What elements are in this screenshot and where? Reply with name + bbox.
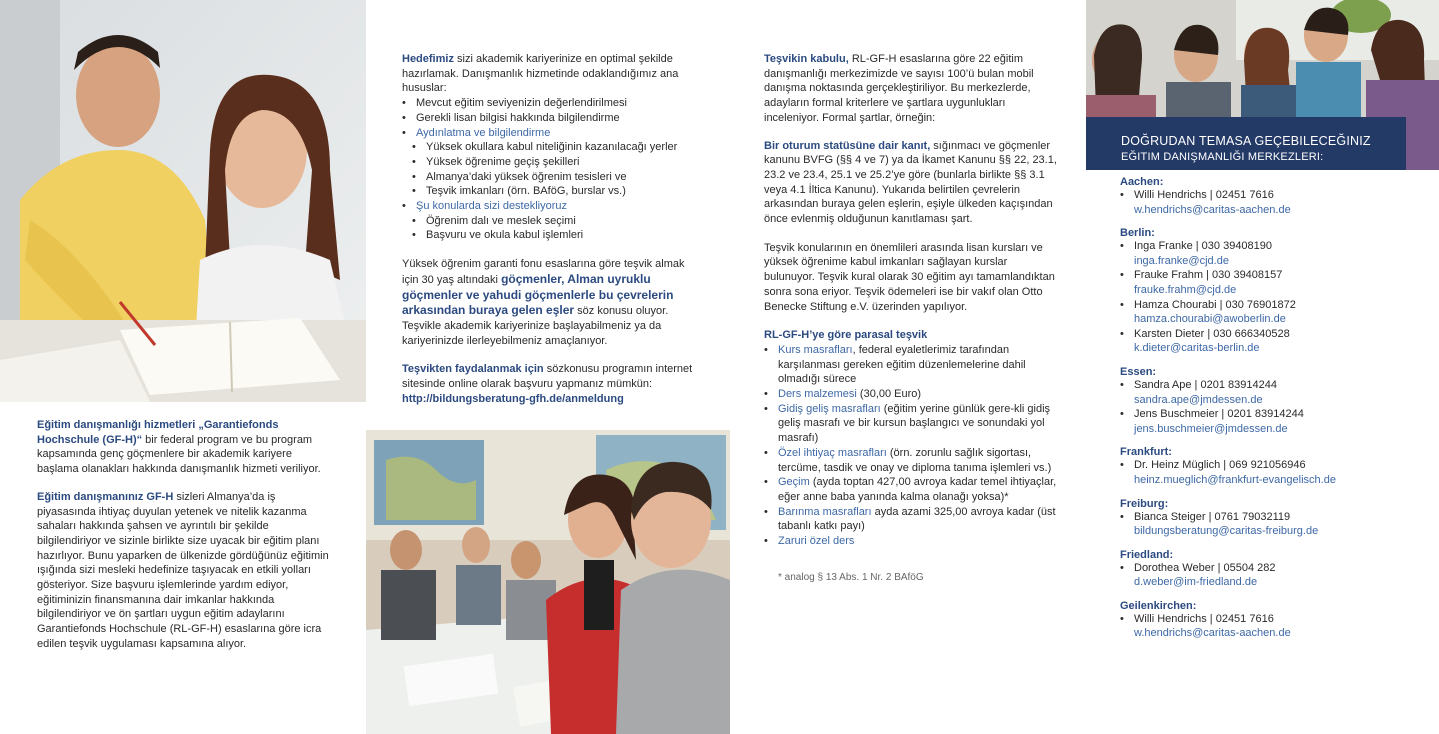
col3-paragraph-3: Teşvik konularının en önemlileri arasında lisan kursları ve yüksek öğrenime kabul imkanları sağlayan kurslar bulunuyor. Teşvik kural olarak 30 eğitim ayı tamamlandıktan sonra sona eriyor. Teşvik ödemeleri ise bir vakıf olan Otto Benecke Stiftung e.V. üzerinden yapılıyor. <box>764 241 1055 313</box>
contact-item <box>1120 268 1420 297</box>
col3-p2-bold: Bir oturum statüsüne dair kanıt, <box>764 139 931 152</box>
fin-item-label: Özel ihtiyaç masrafları <box>778 446 887 459</box>
col1-p1-text: bir federal program ve bu program kapsamında genç göçmenlere bir akademik kariyere başlama olanakları hakkında danışmanlık hizmeti veriliyor. <box>37 433 321 476</box>
sub1-list <box>402 140 698 199</box>
contact-person: • Frauke Frahm | 030 39408157 <box>1134 269 1283 282</box>
fin-item-label: Barınma masrafları <box>778 505 872 518</box>
list-item: • Teşvik imkanları (örn. BAföG, burslar vs.) <box>412 184 698 199</box>
fin-item-label: Kurs masrafları <box>778 343 853 356</box>
contact-email[interactable]: k.dieter@caritas-berlin.de <box>1134 342 1260 355</box>
city-contacts <box>1120 612 1420 641</box>
col3-text <box>764 52 1060 586</box>
col1-p2-bold: Eğitim danışmanınız GF-H <box>37 490 174 503</box>
fin-item-text: , federal eyaletlerimiz tarafından karşılanması gereken eğitim düzenlemelerine dahil olmadığı sürece <box>778 343 1026 386</box>
city-friedland: Friedland: <box>1120 548 1174 561</box>
city-frankfurt: Frankfurt: <box>1120 446 1172 459</box>
application-link[interactable]: http://bildungsberatung-gfh.de/anmeldung <box>402 392 624 405</box>
col1-p2-text: sizleri Almanya’da iş piyasasında ihtiyaç duyulan yetenek ve nitelik kazanma sahaları hakkında şahsen ve ayrıntılı bir şekilde bilgilendiriyor ve sizinle birlikte size uyacak bir eğitim planı hazırlıyor. Bunu yaparken de ülkenizde gördüğünüz eğitimin ışığında sizi mesleki hedefinize taşıyacak en etkili yolları gösteriyor. Size başvuru işlemlerinde yardım ediyor, eğitiminizin finansmanına dair imkanlar hakkında bilgilendiriyor ve ön şartları uygun eğitim adaylarını Garantiefonds Hochschule (RL-GF-H) esaslarına göre icra edilen teşvik uygulaması kapsamına alıyor. <box>37 490 329 650</box>
col2-intro-bold: Hedefimiz <box>402 53 454 65</box>
contact-email[interactable]: d.weber@im-friedland.de <box>1134 576 1258 589</box>
list-item: • Gerekli lisan bilgisi hakkında bilgilendirme <box>402 111 698 126</box>
col1-p1-bold: Eğitim danışmanlığı hizmetleri „Garantiefonds Hochschule (GF-H)“ <box>37 419 279 446</box>
footnote: * analog § 13 Abs. 1 Nr. 2 BAföG <box>778 571 924 583</box>
col3-paragraph-2 <box>764 139 1060 227</box>
list-item <box>764 534 1060 549</box>
banner-line-2: EĞITIM DANIŞMANLIĞI MERKEZLERI: <box>1121 151 1324 163</box>
contact-item <box>1120 188 1420 217</box>
list-item <box>764 446 1060 475</box>
col1-paragraph-2 <box>37 490 329 652</box>
fin-item-label: Gidiş geliş masrafları <box>778 402 881 415</box>
city-contacts <box>1120 239 1420 356</box>
col3-p1-bold: Teşvikin kabulu, <box>764 53 849 65</box>
contact-person: • Dorothea Weber | 05504 282 <box>1134 561 1276 574</box>
fin-item-text: (ayda toptan 427,00 avroya kadar temel ihtiyaçlar, eğer anne baba yanında kalma olanağı yoksa)* <box>778 476 1057 503</box>
contact-email[interactable]: w.hendrichs@caritas-aachen.de <box>1134 203 1291 216</box>
list-item: • Başvuru ve okula kabul işlemleri <box>412 228 698 243</box>
contact-person: • Inga Franke | 030 39408190 <box>1134 240 1273 253</box>
contact-item <box>1120 298 1420 327</box>
contact-person: • Hamza Chourabi | 030 76901872 <box>1134 298 1296 311</box>
col2-p3-bold: Teşvikten faydalanmak için <box>402 363 544 376</box>
column-1 <box>0 0 366 734</box>
contact-person: • Willi Hendrichs | 02451 7616 <box>1134 612 1274 625</box>
list-item: • Öğrenim dalı ve meslek seçimi <box>412 214 698 229</box>
list-item: • Mevcut eğitim seviyenizin değerlendirilmesi <box>402 96 698 111</box>
list-item <box>764 505 1060 534</box>
contact-email[interactable]: hamza.chourabi@awoberlin.de <box>1134 313 1286 326</box>
contact-person: • Bianca Steiger | 0761 79032119 <box>1134 510 1291 523</box>
sub2-title: Şu konularda sizi destekliyoruz <box>416 200 568 213</box>
banner-line-1: DOĞRUDAN TEMASA GEÇEBILECEĞINIZ <box>1121 134 1371 148</box>
contact-person: • Willi Hendrichs | 02451 7616 <box>1134 189 1274 201</box>
contact-email[interactable]: bildungsberatung@caritas-freiburg.de <box>1134 525 1319 538</box>
contact-item <box>1120 239 1420 268</box>
sub2-list <box>402 214 698 243</box>
col1-paragraph-1 <box>37 418 329 477</box>
city-contacts <box>1120 378 1420 436</box>
contact-item <box>1120 458 1420 487</box>
list-item <box>402 126 698 141</box>
city-contacts <box>1120 561 1420 590</box>
financial-support-list <box>764 343 1060 549</box>
fin-item-label: Geçim <box>778 476 810 489</box>
fin-item-label: Zaruri özel ders <box>778 535 855 548</box>
contact-person: • Sandra Ape | 0201 83914244 <box>1134 378 1277 391</box>
city-berlin: Berlin: <box>1120 227 1155 240</box>
contact-item <box>1120 510 1420 539</box>
contact-person: • Karsten Dieter | 030 666340528 <box>1134 327 1290 340</box>
sub2-header-list <box>402 199 698 214</box>
contact-item <box>1120 327 1420 356</box>
col3-p1-text: RL-GF-H esaslarına göre 22 eğitim danışmanlığı merkezimizde ve sayısı 100’ü bulan mobil danışma noktasında gerçekleştiriliyor. Bu merkezlerde, adayların formal kriterlere ve şartlara uygunlukları inceleniyor. Formal şartlar, örneğin: <box>764 53 1034 124</box>
contact-email[interactable]: heinz.mueglich@frankfurt-evangelisch.de <box>1134 473 1336 486</box>
contact-item <box>1120 612 1420 641</box>
contact-list <box>1120 176 1420 641</box>
contact-item <box>1120 378 1420 407</box>
city-aachen: Aachen: <box>1120 176 1164 188</box>
col3-paragraph-1 <box>764 52 1060 126</box>
col2-intro <box>402 52 698 96</box>
students-studying-image <box>0 0 366 402</box>
column-4 <box>1086 0 1439 734</box>
list-item <box>764 387 1060 402</box>
column-2 <box>366 0 730 734</box>
col2-p3-text: sözkonusu programın internet sitesinde online olarak başvuru yapmanız mümkün: <box>402 363 693 391</box>
col2-text <box>402 52 698 406</box>
fin-item-text: ayda azami 325,00 avroya kadar (üst tabanlı katkı payı) <box>778 505 1056 533</box>
list-item <box>764 343 1060 387</box>
contact-email[interactable]: jens.buschmeier@jmdessen.de <box>1134 422 1288 435</box>
contact-item <box>1120 561 1420 590</box>
city-contacts <box>1120 458 1420 487</box>
col2-intro-text: sizi akademik kariyerinize en optimal şekilde hazırlamak. Danışmanlık hizmetinde odaklandığımız ana hususlar: <box>402 53 679 95</box>
contact-email[interactable]: w.hendrichs@caritas-aachen.de <box>1134 627 1291 640</box>
column-3 <box>730 0 1086 734</box>
fin-item-label: Ders malzemesi <box>778 388 857 401</box>
city-contacts <box>1120 510 1420 539</box>
col2-paragraph-3 <box>402 362 698 391</box>
col1-text <box>37 418 329 652</box>
contact-email[interactable]: sandra.ape@jmdessen.de <box>1134 393 1263 406</box>
list-item: • Yüksek öğrenime geçiş şekilleri <box>412 155 698 170</box>
list-item <box>764 402 1060 446</box>
city-essen: Essen: <box>1120 365 1157 378</box>
list-item: • Yüksek okullara kabul niteliğinin kazanılacağı yerler <box>412 140 698 155</box>
list-item <box>402 199 698 214</box>
classroom-photo <box>366 430 730 734</box>
classroom-image <box>366 430 730 734</box>
col2-p2-text: söz konusu oluyor. Teşvikle akademik kariyerinize başlayabilmeniz ya da kariyerinizde ilerleyebilmeniz amaçlanıyor. <box>402 305 669 347</box>
fin-item-text: (örn. zorunlu sağlık sigortası, tercüme, tasdik ve onay ve diploma tanıma işlemleri vs.) <box>778 446 1052 474</box>
goals-list <box>402 96 698 140</box>
city-contacts <box>1120 188 1420 217</box>
list-item: • Almanya’daki yüksek öğrenim tesisleri ve <box>412 170 698 185</box>
sub1-title: Aydınlatma ve bilgilendirme <box>416 126 551 139</box>
col2-p2-pre: Yüksek öğrenim garanti fonu esaslarına göre teşvik almak için 30 yaş altındaki <box>402 258 685 286</box>
city-geilenkirchen: Geilenkirchen: <box>1120 599 1197 612</box>
fin-item-text: (eğitim yerine günlük gere-kli gidiş geliş masrafı ve bir kursun başlangıcı ve sonundaki yol masrafı) <box>778 402 1051 445</box>
fin-item-text: (30,00 Euro) <box>856 388 922 401</box>
contact-email[interactable]: inga.franke@cjd.de <box>1134 254 1229 267</box>
financial-support-title: RL-GF-H’ye göre parasal teşvik <box>764 329 928 342</box>
list-item <box>764 475 1060 504</box>
contact-email[interactable]: frauke.frahm@cjd.de <box>1134 283 1237 296</box>
col2-paragraph-2 <box>402 257 698 348</box>
contact-person: • Dr. Heinz Müglich | 069 921056946 <box>1134 459 1306 472</box>
contact-person: • Jens Buschmeier | 0201 83914244 <box>1134 408 1304 421</box>
students-studying-photo <box>0 0 366 402</box>
contact-banner <box>1086 117 1406 170</box>
contact-item <box>1120 407 1420 436</box>
col3-p2-text: sığınmacı ve göçmenler kanunu BVFG (§§ 4 ve 7) ya da İkamet Kanunu §§ 22, 23.1, 23.2 ve 23.4, 25.1 ve 25.2’ye göre (bunlarla birlikte §§ 3.1 veya 4.1 İltica Kanunu). Yukarıda belirtilen çevrelerin arkasından buraya gelen eşlerin, eşiyle ülkeden kaçışından önce evlenmiş olduğunun kanıtlaması şart. <box>764 139 1057 226</box>
city-freiburg: Freiburg: <box>1120 497 1169 510</box>
col2-p2-bold: göçmenler, Alman uyruklu göçmenler ve yahudi göçmenlerle bu çevrelerin arkasından buraya gelen eşler <box>402 271 674 318</box>
